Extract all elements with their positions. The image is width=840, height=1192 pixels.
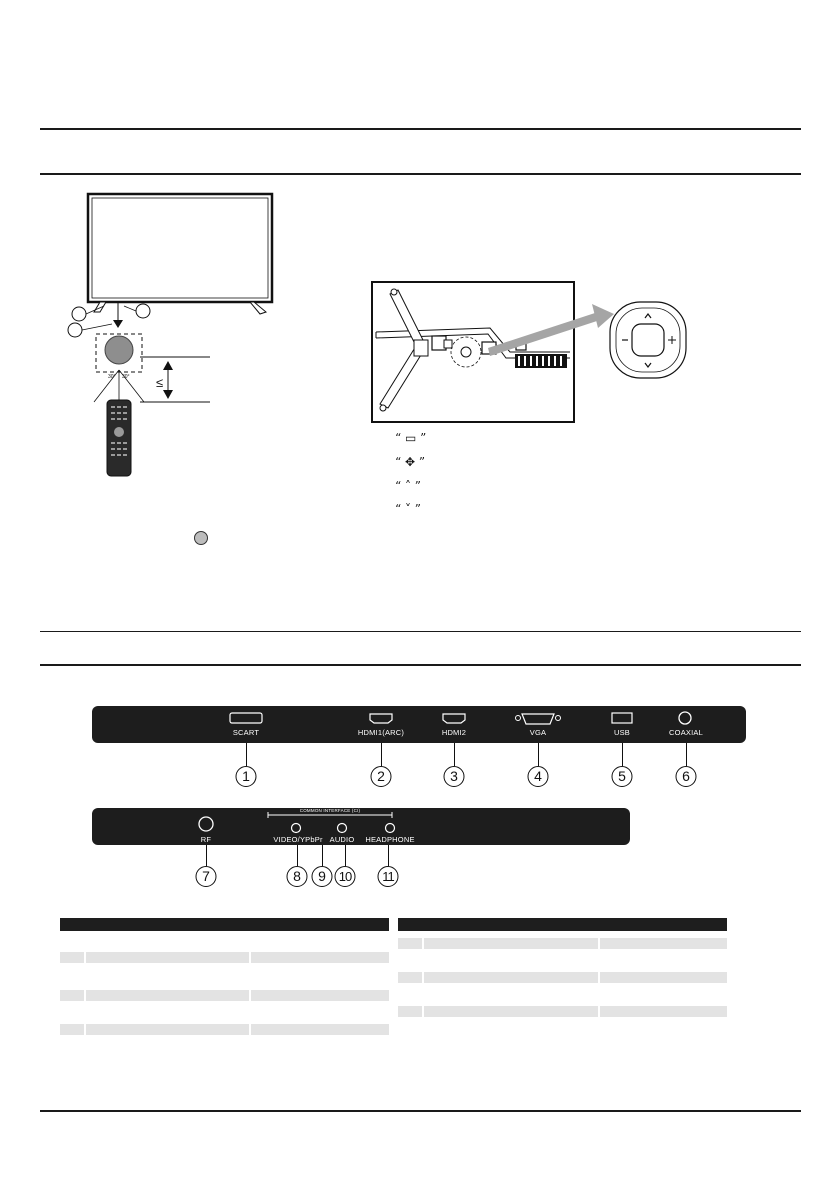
section-rule-connections xyxy=(40,664,801,666)
rear-panel-side-ports xyxy=(92,808,630,845)
leader-line xyxy=(322,845,323,866)
leader-line xyxy=(206,845,207,866)
port-label-scart: SCART xyxy=(232,728,260,737)
port-label-usb: USB xyxy=(613,728,631,737)
callout-number-5: 5 xyxy=(612,766,633,787)
callout-number-3: 3 xyxy=(444,766,465,787)
callout-number-11: 11 xyxy=(378,866,399,887)
button-legend-up: “ ˄ ” xyxy=(395,479,421,493)
control-panel-illustration xyxy=(370,280,720,426)
callout-number-1: 1 xyxy=(236,766,257,787)
port-label-vga: VGA xyxy=(529,728,547,737)
sensor-dot-icon xyxy=(194,531,208,545)
table-left-header xyxy=(60,918,389,931)
section-rule-top xyxy=(40,128,801,130)
section-rule-connections-top xyxy=(40,631,801,632)
leader-line xyxy=(622,743,623,766)
angle-label-left: 30° xyxy=(108,374,116,380)
leader-line xyxy=(454,743,455,766)
distance-mark: ≤ xyxy=(156,375,164,390)
table-right-header xyxy=(398,918,727,931)
section-rule-sensor xyxy=(40,173,801,175)
table-row xyxy=(398,972,727,983)
leader-line xyxy=(686,743,687,766)
button-legend-menu: “ ▭ ” xyxy=(395,431,427,445)
callout-number-10: 10 xyxy=(335,866,356,887)
port-label-hdmi1-arc: HDMI1(ARC) xyxy=(357,728,405,737)
leader-line xyxy=(538,743,539,766)
callout-number-6: 6 xyxy=(676,766,697,787)
port-label-rf: RF xyxy=(200,835,212,844)
leader-line xyxy=(388,845,389,866)
callout-number-7: 7 xyxy=(196,866,217,887)
port-label-video-ypbpr: VIDEO/YPbPr xyxy=(273,835,323,844)
callout-number-2: 2 xyxy=(371,766,392,787)
angle-label-right: 30° xyxy=(122,374,130,380)
table-row xyxy=(398,1006,727,1017)
ci-slot-label: COMMON INTERFACE (CI) xyxy=(299,808,361,813)
button-legend-source: “ ✥ ” xyxy=(395,455,425,469)
leader-line xyxy=(297,845,298,866)
callout-number-9: 9 xyxy=(312,866,333,887)
leader-line xyxy=(246,743,247,766)
table-row xyxy=(60,952,389,963)
rear-panel-top-ports xyxy=(92,706,746,743)
port-label-headphone: HEADPHONE xyxy=(365,835,415,844)
callout-number-4: 4 xyxy=(528,766,549,787)
table-row xyxy=(60,990,389,1001)
leader-line xyxy=(345,845,346,866)
button-legend-down: “ ˅ ” xyxy=(395,502,421,516)
callout-number-8: 8 xyxy=(287,866,308,887)
port-label-hdmi2: HDMI2 xyxy=(441,728,467,737)
port-label-coaxial: COAXIAL xyxy=(669,728,703,737)
table-row xyxy=(60,1024,389,1035)
tv-remote-illustration xyxy=(60,190,300,490)
leader-line xyxy=(381,743,382,766)
table-row xyxy=(398,938,727,949)
section-rule-bottom xyxy=(40,1110,801,1112)
port-label-audio: AUDIO xyxy=(329,835,355,844)
